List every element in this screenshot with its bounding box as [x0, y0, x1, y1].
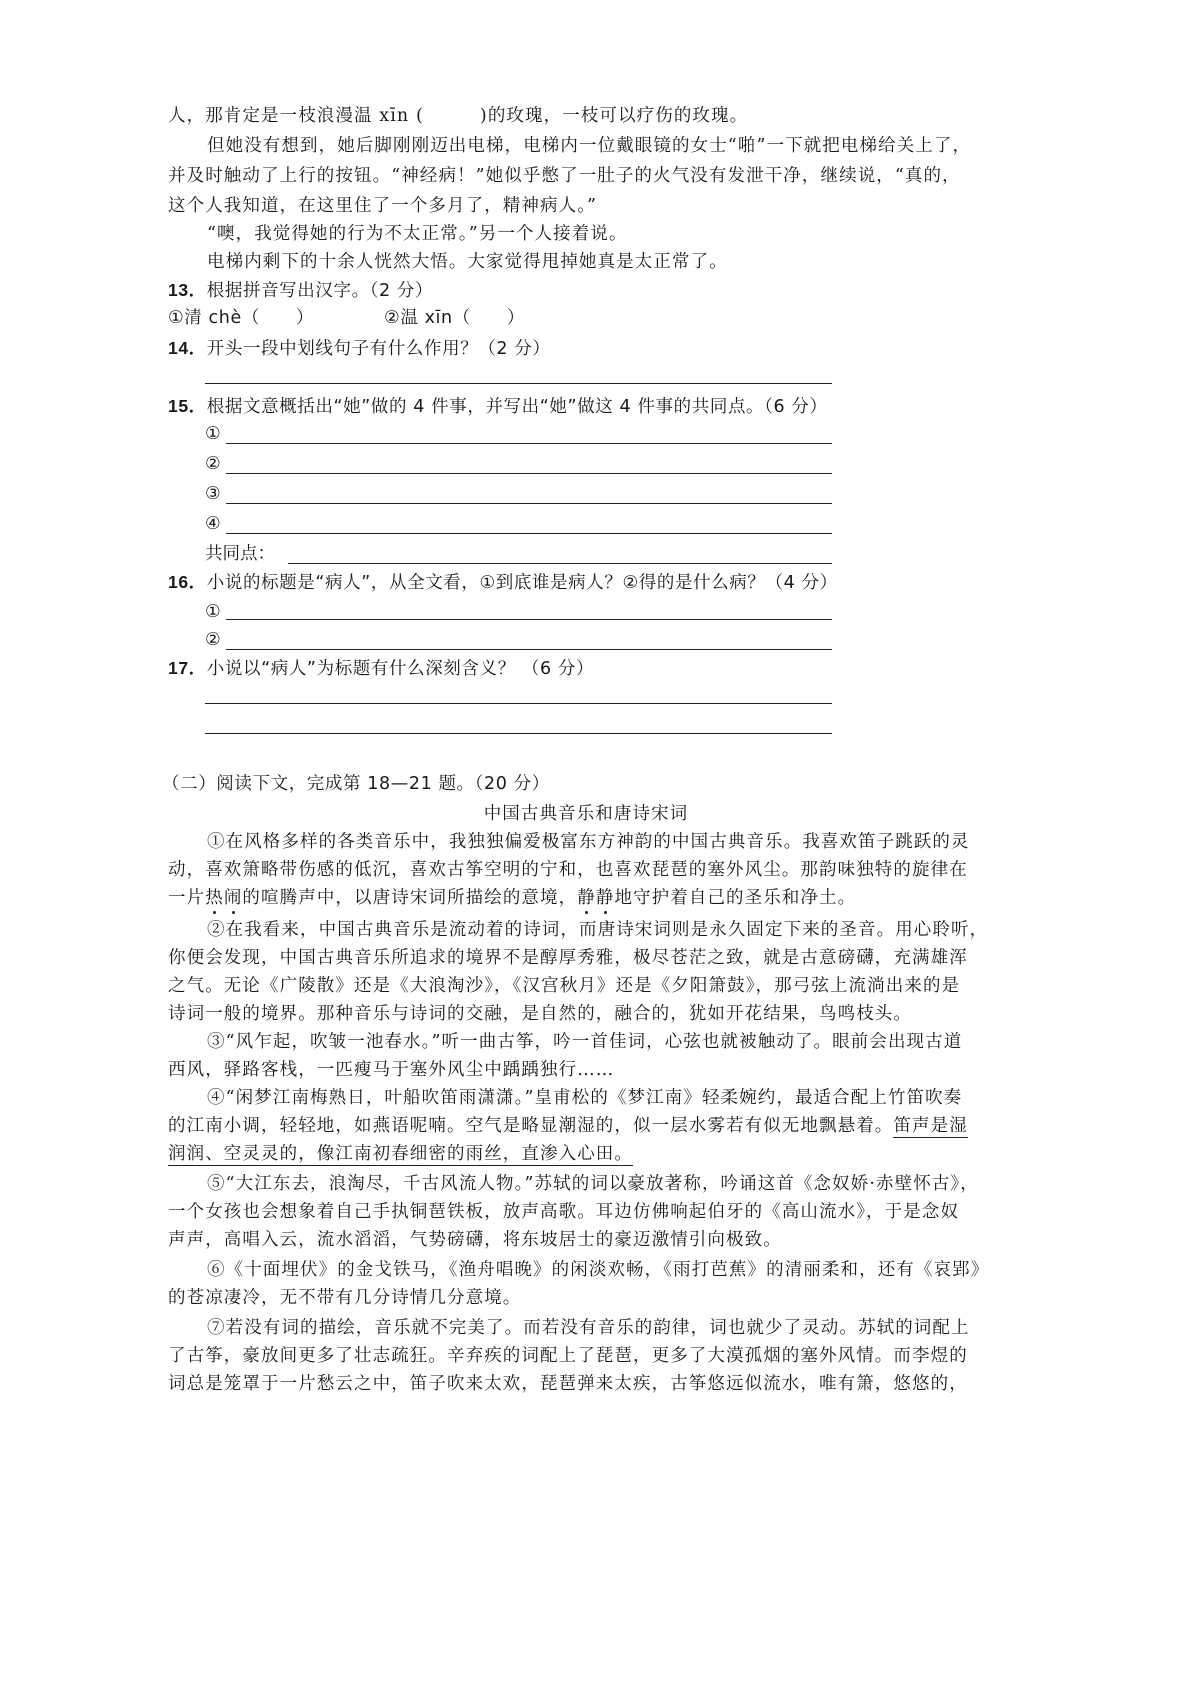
answer-line[interactable]	[205, 703, 832, 704]
answer-line[interactable]	[226, 473, 832, 474]
article-line	[168, 886, 856, 910]
story-line: “噢，我觉得她的行为不太正常。”另一个人接着说。	[207, 224, 628, 244]
story-line: 这个人我知道，在这里住了一个多月了，精神病人。”	[168, 196, 598, 216]
article-text: 的江南小调，轻轻地，如燕语呢喃。空气是略显潮湿的，似一层水雾若有似无地飘悬着。	[168, 1116, 894, 1136]
article-line: 词总是笼罩于一片愁云之中，笛子吹来太欢，琵琶弹来太疾，古筝悠远似流水，唯有箫，悠悠的，	[168, 1374, 968, 1394]
article-line: ①在风格多样的各类音乐中，我独独偏爱极富东方神韵的中国古典音乐。我喜欢笛子跳跃的灵	[207, 832, 970, 852]
answer-line[interactable]	[226, 619, 832, 620]
article-line: ②在我看来，中国古典音乐是流动着的诗词，而唐诗宋词则是永久固定下来的圣音。用心聆听，	[207, 920, 989, 940]
question-13-items	[168, 306, 525, 330]
question-16	[168, 570, 838, 595]
story-line: 电梯内剩下的十余人恍然大悟。大家觉得甩掉她真是太正常了。	[207, 252, 728, 272]
underlined-sentence: 润润、空灵灵的，像江南初春细密的雨丝，直渗入心田。	[168, 1144, 633, 1164]
answer-marker: ②	[205, 630, 221, 650]
answer-line[interactable]	[226, 503, 832, 504]
article-line: 一个女孩也会想象着自己手执铜琶铁板，放声高歌。耳边仿佛响起伯牙的《高山流水》，于是念奴	[168, 1202, 960, 1222]
question-text: 根据文意概括出“她”做的 4 件事，并写出“她”做这 4 件事的共同点。（6 分）	[206, 397, 828, 417]
item-label: ①清 chè（	[168, 308, 260, 328]
question-number: 15．	[168, 396, 207, 416]
article-line: 了古筝，豪放间更多了壮志疏狂。辛弃疾的词配上了琵琶，更多了大漠孤烟的塞外风情。而李煜的	[168, 1346, 968, 1366]
answer-line[interactable]	[226, 443, 832, 444]
article-line: ⑤“大江东去，浪淘尽，千古风流人物。”苏轼的词以豪放著称，吟诵这首《念奴娇·赤壁怀古》，	[207, 1174, 979, 1194]
item-label: ）	[295, 308, 315, 328]
article-line: 声声，高唱入云，流水滔滔，气势磅礴，将东坡居士的豪迈激情引向极致。	[168, 1230, 782, 1250]
emphasis-char: 闹	[223, 888, 243, 908]
question-17	[168, 656, 594, 681]
article-line: ④“闲梦江南梅熟日，叶船吹笛雨潇潇。”皇甫松的《梦江南》轻柔婉约，最适合配上竹笛吹奏	[207, 1088, 963, 1108]
article-line: 诗词一般的境界。那种音乐与诗词的交融，是自然的，融合的，犹如开花结果，鸟鸣枝头。	[168, 1004, 912, 1024]
answer-marker: ③	[205, 484, 221, 504]
answer-marker: ②	[205, 454, 221, 474]
common-point-label: 共同点：	[205, 544, 275, 564]
answer-marker: ④	[205, 514, 221, 534]
article-title: 中国古典音乐和唐诗宋词	[483, 804, 689, 824]
article-line: 西风，驿路客栈，一匹瘦马于塞外风尘中踽踽独行……	[168, 1060, 615, 1080]
article-text: 的喧腾声中，以唐诗宋词所描绘的意境，	[242, 888, 578, 908]
article-line: 的苍凉凄冷，无不带有几分诗情几分意境。	[168, 1288, 522, 1308]
question-text: 小说的标题是“病人”，从全文看，①到底谁是病人？②得的是什么病？（4 分）	[206, 573, 838, 593]
question-number: 14．	[168, 338, 207, 358]
question-number: 13．	[168, 280, 207, 300]
item-label: ）	[506, 308, 525, 328]
section-heading: （二）阅读下文，完成第 18—21 题。（20 分）	[162, 774, 550, 794]
article-line: ⑦若没有词的描绘，音乐就不完美了。而若没有音乐的韵律，词也就少了灵动。苏轼的词配上	[207, 1318, 970, 1338]
answer-marker: ①	[205, 602, 221, 622]
article-line: ③“风乍起，吹皱一池春水。”听一曲古筝，吟一首佳词，心弦也就被触动了。眼前会出现古道	[207, 1032, 963, 1052]
article-line: 之气。无论《广陵散》还是《大浪淘沙》，《汉宫秋月》还是《夕阳箫鼓》，那弓弦上流淌出来的是	[168, 976, 961, 996]
answer-line[interactable]	[205, 383, 832, 384]
story-line	[168, 104, 748, 128]
answer-line[interactable]	[226, 649, 832, 650]
article-text: 地守护着自己的圣乐和净土。	[614, 888, 857, 908]
question-number: 17．	[168, 658, 207, 678]
question-13	[168, 278, 433, 303]
article-text: 一片	[168, 888, 206, 908]
article-line	[168, 1142, 633, 1166]
story-text: )的玫瑰，一枝可以疗伤的玫瑰。	[479, 106, 749, 126]
story-line: 但她没有想到，她后脚刚刚迈出电梯，电梯内一位戴眼镜的女士“啪”一下就把电梯给关上了，	[207, 136, 972, 156]
emphasis-char: 静	[577, 888, 596, 908]
question-15	[168, 394, 828, 419]
emphasis-char: 静	[595, 888, 615, 908]
article-line: 你便会发现，中国古典音乐所追求的境界不是醇厚秀雅，极尽苍茫之致，就是古意磅礴，充满雄浑	[168, 948, 968, 968]
article-line	[168, 1114, 968, 1138]
article-line: 动，喜欢箫略带伤感的低沉，喜欢古筝空明的宁和，也喜欢琵琶的塞外风尘。那韵味独特的旋律在	[168, 860, 968, 880]
underlined-sentence: 笛声是湿	[893, 1116, 968, 1136]
question-text: 小说以“病人”为标题有什么深刻含义？ （6 分）	[206, 659, 595, 679]
article-line: ⑥《十面埋伏》的金戈铁马，《渔舟唱晚》的闲淡欢畅，《雨打芭蕉》的清丽柔和，还有《哀郢》	[207, 1260, 990, 1280]
emphasis-char: 热	[205, 888, 224, 908]
question-text: 根据拼音写出汉字。（2 分）	[206, 281, 434, 301]
story-text: 人，那肯定是一枝浪漫温 xīn (	[168, 106, 424, 126]
answer-line[interactable]	[288, 563, 832, 564]
question-text: 开头一段中划线句子有什么作用？（2 分）	[206, 339, 551, 359]
story-line: 并及时触动了上行的按钮。“神经病！”她似乎憋了一肚子的火气没有发泄干净，继续说，“真的，	[168, 166, 961, 186]
question-number: 16．	[168, 572, 207, 592]
item-label: ②温 xīn（	[384, 308, 471, 328]
answer-marker: ①	[205, 424, 221, 444]
answer-line[interactable]	[205, 733, 832, 734]
answer-line[interactable]	[226, 533, 832, 534]
question-14	[168, 336, 550, 361]
